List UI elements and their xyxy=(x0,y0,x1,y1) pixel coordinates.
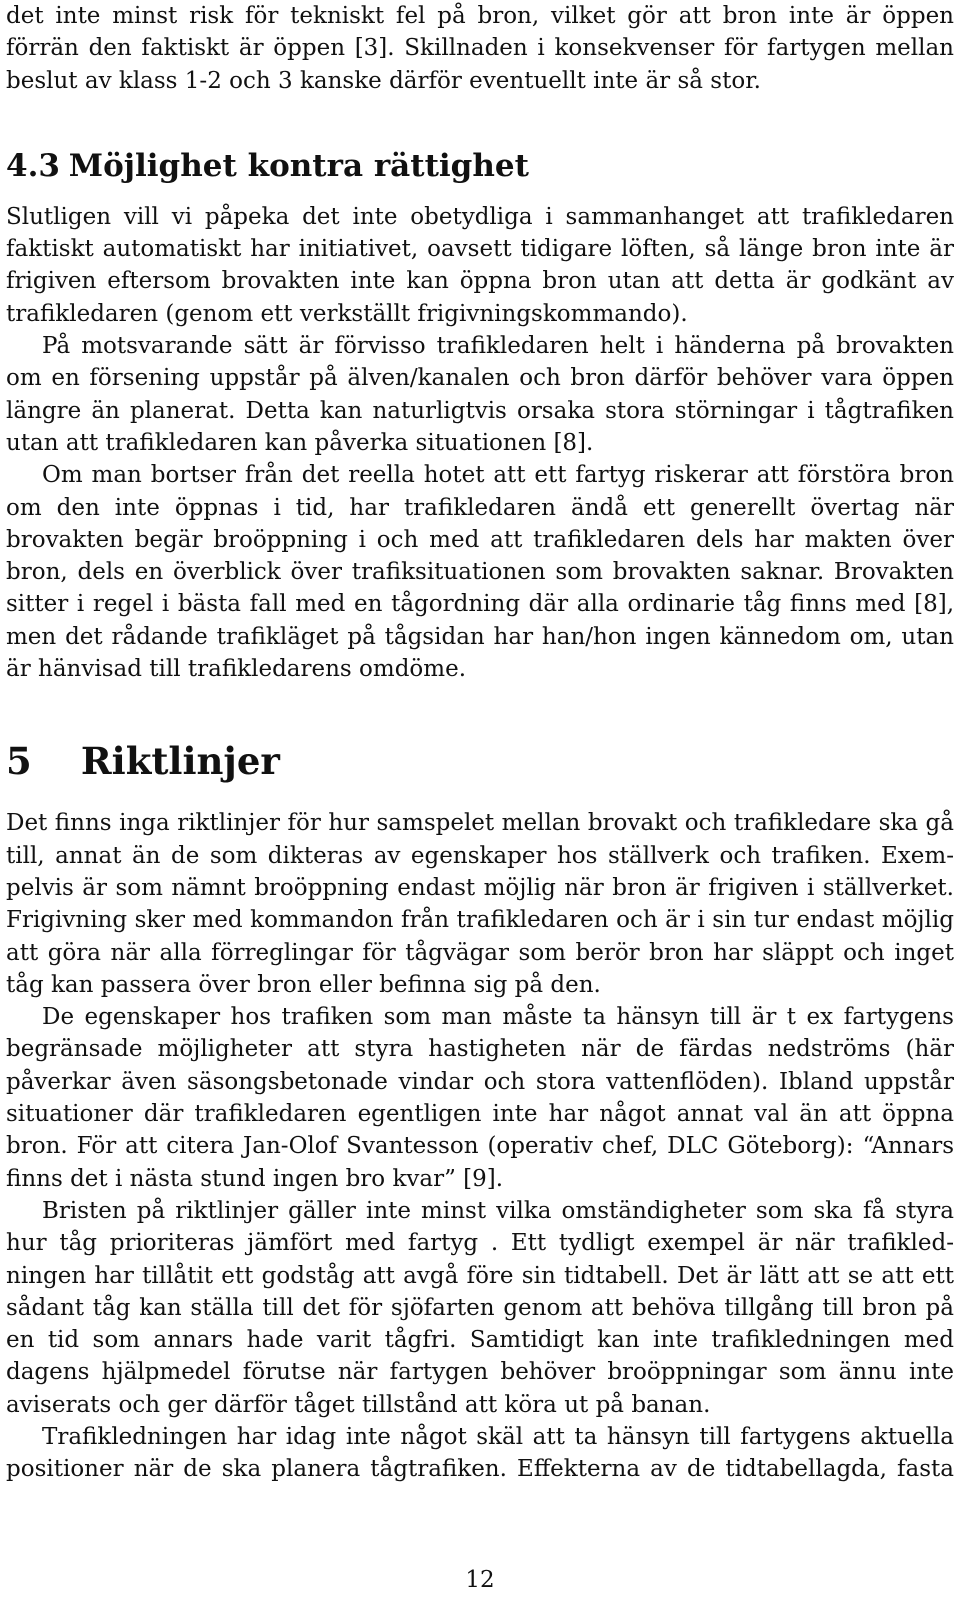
paragraph: Trafikledningen har idag inte något skäl att ta hänsyn till fartygens aktuella positioner när de ska planera tågtrafiken. Effekterna av de tidtabellagda, fasta xyxy=(6,1423,954,1483)
section-heading-5 xyxy=(6,739,954,783)
document-page xyxy=(6,0,954,1486)
section-number: 5 xyxy=(6,739,32,784)
page-number: 12 xyxy=(465,1567,495,1593)
section-title: Möjlighet kontra rättighet xyxy=(68,147,529,184)
paragraph: Om man bortser från det reella hotet att ett fartyg riskerar att förstöra bron om den inte öppnas i tid, har trafikledaren ändå ett generellt övertag när brovakten begär broöppning i och med att trafikledaren dels har makten över bron, dels en överblick över trafiksituationen som brovakten saknar. Brovakten sitter i regel i bästa fall med en tågordning där alla ordinarie tåg finns med [8], men det rådande trafikläget på tågsidan har han/hon ingen kännedom om, utan är hänvisad till trafikledarens omdöme. xyxy=(6,462,954,683)
continued-paragraph: det inte minst risk för tekniskt fel på bron, vilket gör att bron inte är öppen förrän den faktiskt är öppen [3]. Skillnaden i konsekvenser för fartygen mellan beslut av klass 1-2 och 3 kanske därför eventuellt inte är så stor. xyxy=(6,3,954,94)
paragraph: De egenskaper hos trafiken som man måste ta hänsyn till är t ex fartygens begränsade möjligheter att styra hastigheten när de färdas nedströms (här påverkar även säsongsbetonade vindar och stora vattenflöden). Ibland uppstår situationer där trafikledaren egentligen inte har något annat val än att öppna bron. För att citera Jan-Olof Svantesson (operativ chef, DLC Göteborg): “Annars finns det i nästa stund ingen bro kvar” [9]. xyxy=(6,1004,954,1192)
section-title: Riktlinjer xyxy=(80,739,280,784)
section-heading-4-3 xyxy=(6,146,954,186)
paragraph: Bristen på riktlinjer gäller inte minst vilka omständigheter som ska få styra hur tåg prioriteras jämfört med fartyg . Ett tydligt exempel är när trafikledningen har tillåtit ett godståg att avgå före sin tidtabell. Det är lätt att se att ett sådant tåg kan ställa till det för sjöfarten genom att behöva tillgång till bron på en tid som annars hade varit tågfri. Samtidigt kan inte trafikledningen med dagens hjälpmedel förutse när fartygen behöver broöppningar som ännu inte aviserats och ger därför tåget tillstånd att köra ut på banan. xyxy=(6,1197,954,1418)
paragraph: Slutligen vill vi påpeka det inte obetydliga i sammanhanget att trafikledaren faktiskt automatiskt har initiativet, oavsett tidigare löften, så länge bron inte är frigiven eftersom brovakten inte kan öppna bron utan att detta är godkänt av trafikledaren (genom ett verkställt frigivningskommando). xyxy=(6,203,954,327)
paragraph: På motsvarande sätt är förvisso trafikledaren helt i händerna på brovakten om en försening uppstår på älven/kanalen och bron därför behöver vara öppen längre än planerat. Detta kan naturligtvis orsaka stora störningar i tågtrafiken utan att trafikledaren kan påverka situationen [8]. xyxy=(6,333,954,456)
section-number: 4.3 xyxy=(6,147,60,184)
paragraph: Det finns inga riktlinjer för hur samspelet mellan brovakt och trafikledare ska gå till, annat än de som dikteras av egenskaper hos ställverk och trafiken. Exempelvis är som nämnt broöppning endast möjlig när bron är frigiven i ställverket. Frigivning sker med kommandon från trafikledaren och är i sin tur endast möjlig att göra när alla förreglingar för tågvägar som berör bron har släppt och inget tåg kan passera över bron eller befinna sig på den. xyxy=(6,810,954,998)
